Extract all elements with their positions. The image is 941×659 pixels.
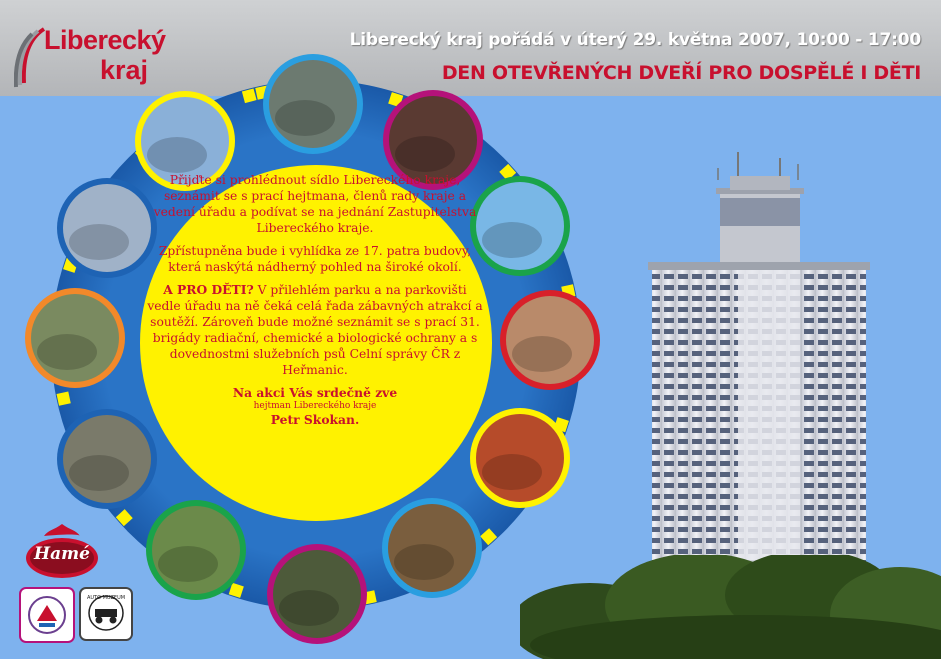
photo-circle (146, 500, 246, 600)
yellow-spike (57, 392, 71, 406)
photo-circle (500, 290, 600, 390)
auto-muzeum-badge (79, 587, 133, 641)
photo-circle (57, 409, 157, 509)
hame-logo-text: Hamé (34, 544, 90, 564)
photo-circle (470, 408, 570, 508)
kids-heading: A PRO DĚTI? (163, 282, 254, 297)
invitation (146, 385, 484, 428)
photo-circle (267, 544, 367, 644)
logo-text-line2: kraj (100, 55, 149, 85)
museum-label: AUTO MUZEUM (86, 595, 126, 601)
lookout-paragraph: Zpřístupněna bude i vyhlídka ze 17. patra budovy, která naskýtá nádherný pohled na široké okolí. (158, 244, 472, 274)
event-date-line: Liberecký kraj pořádá v úterý 29. května 2007, 10:00 - 17:00 (349, 30, 921, 50)
invite-role: hejtman Libereckého kraje (253, 401, 377, 411)
info-text-block (146, 172, 484, 435)
photo-circle (263, 54, 363, 154)
sponsor-badge-left (19, 587, 75, 643)
kids-paragraph (146, 282, 484, 378)
badge-emblem-icon (21, 589, 73, 641)
photo-circle (57, 178, 157, 278)
office-tower-image (620, 150, 940, 590)
signature: Petr Skokan. (270, 412, 360, 427)
intro-paragraph: Přijďte si prohlédnout sídlo Libereckého kraje, seznámit se s prací hejtmana, členů rady kraje a vedení úřadu a podívat se na jednání Zastupitelstva Libereckého kraje. (153, 173, 477, 235)
photo-circle (25, 288, 125, 388)
photo-circle (470, 176, 570, 276)
invite-text: Na akci Vás srdečně zve (232, 385, 398, 400)
trees-image (520, 555, 941, 659)
event-title: DEN OTEVŘENÝCH DVEŘÍ PRO DOSPĚLÉ I DĚTI (441, 62, 921, 84)
logo-text-line1: Liberecký (44, 25, 166, 55)
kids-text: V přilehlém parku a na parkovišti vedle úřadu na ně čeká celá řada zábavných atrakcí a soutěží. Zároveň bude možné seznámit se s prací 31. brigády radiační, chemické a biologické ochrany a s dovednostmi služebních psů Celní správy ČR z Heřmanic. (147, 283, 483, 377)
photo-circle (382, 498, 482, 598)
